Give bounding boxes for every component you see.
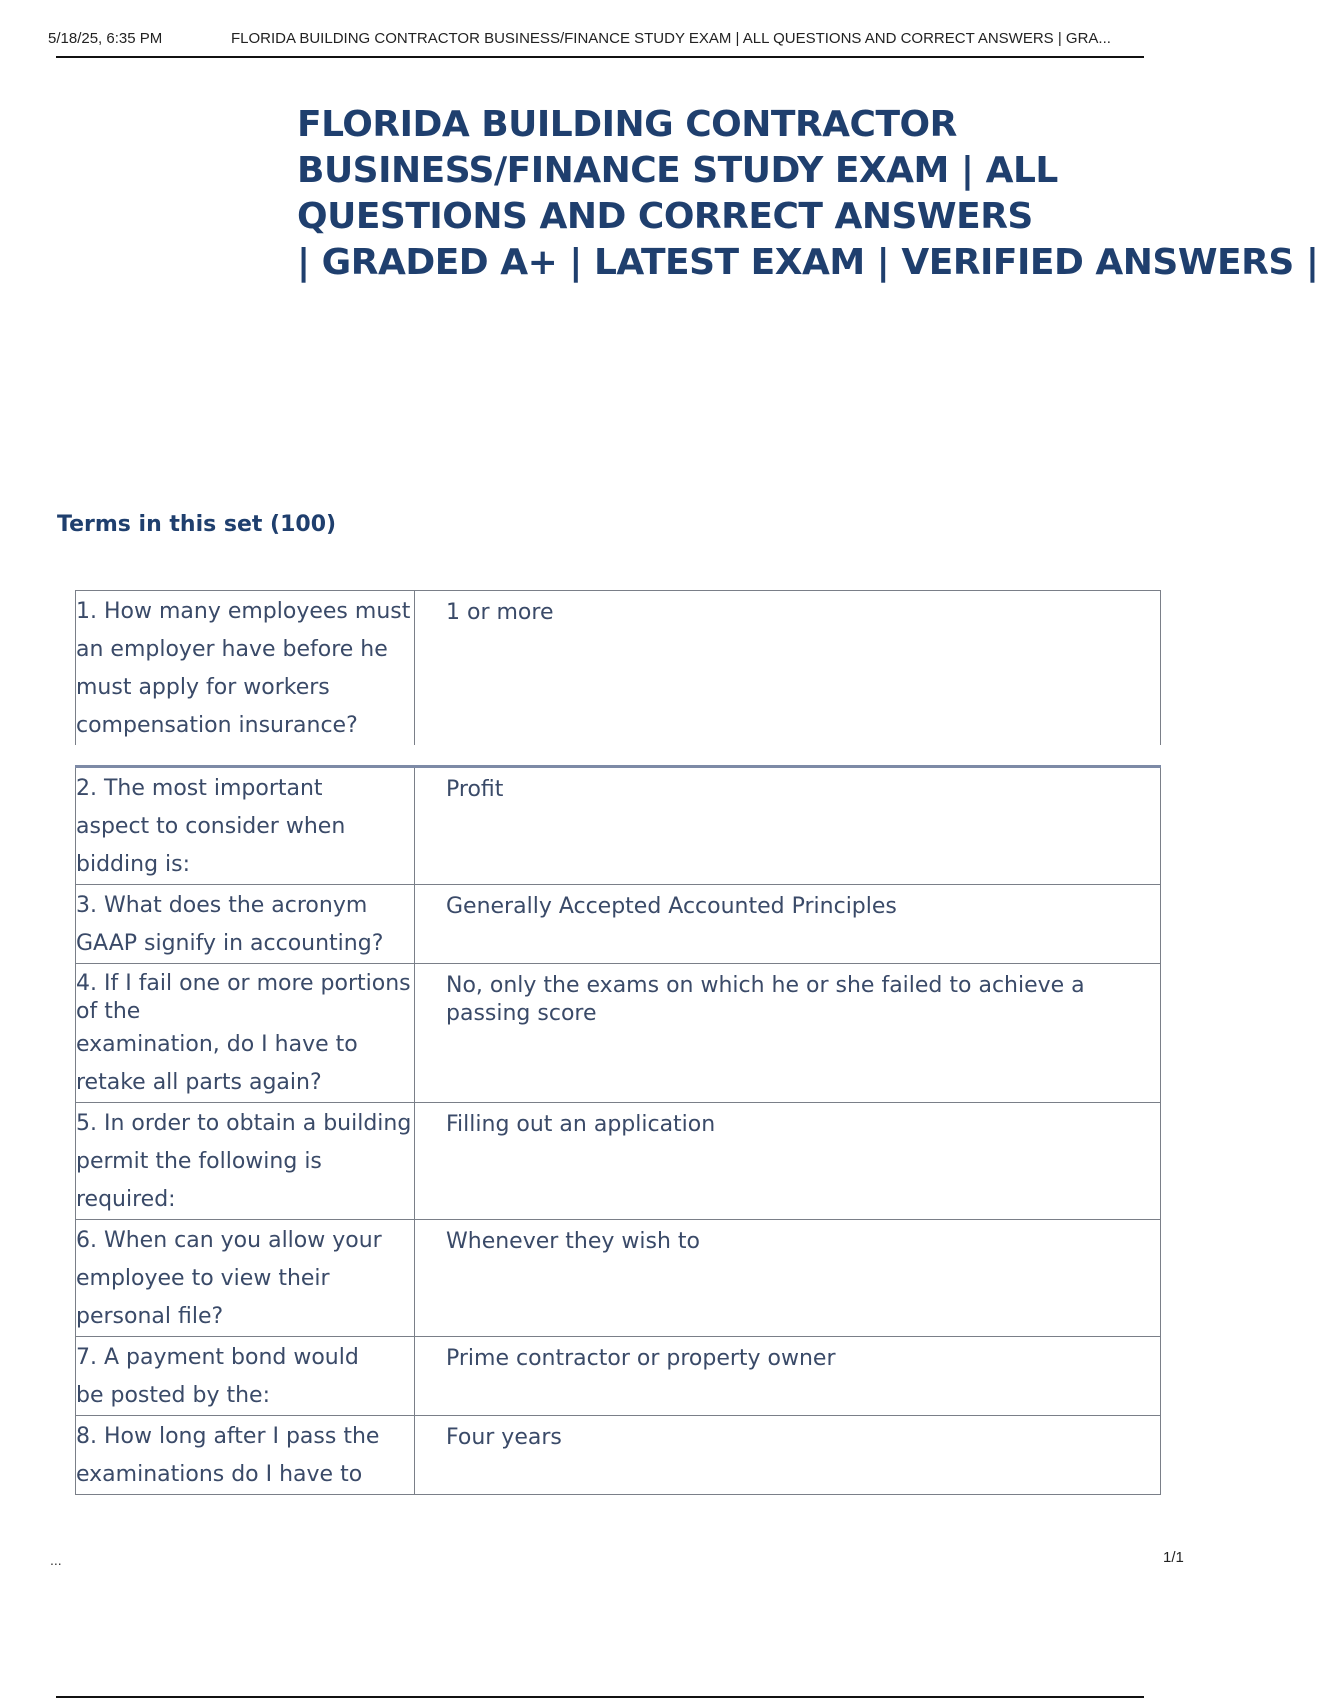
question-line: be posted by the: — [76, 1383, 270, 1408]
question-cell — [76, 964, 415, 1103]
question-cell — [76, 885, 415, 964]
question-cell — [76, 1337, 415, 1416]
footer-rule — [56, 1696, 1144, 1698]
question-line: 3. What does the acronym — [76, 893, 368, 918]
question-line: 6. When can you allow your — [76, 1228, 382, 1253]
title-line: FLORIDA BUILDING CONTRACTOR — [297, 104, 957, 145]
question-cell — [76, 1103, 415, 1220]
answer-cell: Generally Accepted Accounted Principles — [415, 885, 1161, 964]
answer-cell: Prime contractor or property owner — [415, 1337, 1161, 1416]
flashcard-row — [76, 1103, 1161, 1220]
question-line: examination, do I have to — [76, 1032, 358, 1057]
answer-cell: Four years — [415, 1416, 1161, 1495]
question-line: employee to view their — [76, 1266, 330, 1291]
flashcard-row — [76, 767, 1161, 885]
question-line: 1. How many employees must — [76, 599, 411, 624]
question-line: 2. The most important — [76, 776, 323, 801]
question-line: required: — [76, 1187, 176, 1212]
question-line: examinations do I have to — [76, 1462, 363, 1487]
answer-cell: No, only the exams on which he or she failed to achieve a passing score — [415, 964, 1161, 1103]
question-line: 5. In order to obtain a building — [76, 1111, 412, 1136]
flashcard-table — [75, 590, 1161, 745]
flashcard-row — [76, 964, 1161, 1103]
flashcard-row — [76, 1337, 1161, 1416]
header-rule — [56, 56, 1144, 58]
print-header — [48, 30, 1178, 58]
question-cell — [76, 1220, 415, 1337]
flashcard-row — [76, 1220, 1161, 1337]
terms-count-heading: Terms in this set (100) — [57, 512, 337, 537]
page-number: 1/1 — [1163, 1549, 1184, 1566]
question-line: 8. How long after I pass the — [76, 1424, 380, 1449]
footer-ellipsis: ... — [50, 1552, 62, 1568]
question-line: GAAP signify in accounting? — [76, 931, 384, 956]
page-title — [297, 102, 1318, 286]
title-line: | GRADED A+ | LATEST EXAM | VERIFIED ANSWERS | — [297, 242, 1318, 283]
flashcard-table — [75, 765, 1161, 1495]
question-line: permit the following is — [76, 1149, 322, 1174]
answer-cell: Filling out an application — [415, 1103, 1161, 1220]
question-cell — [76, 1416, 415, 1495]
question-line: aspect to consider when — [76, 814, 346, 839]
flashcard-row — [76, 885, 1161, 964]
title-line: BUSINESS/FINANCE STUDY EXAM | ALL — [297, 150, 1058, 191]
question-cell — [76, 767, 415, 885]
answer-cell: 1 or more — [415, 591, 1161, 746]
question-line: 7. A payment bond would — [76, 1345, 359, 1370]
question-line: personal file? — [76, 1304, 224, 1329]
title-line: QUESTIONS AND CORRECT ANSWERS — [297, 196, 1033, 237]
answer-cell: Whenever they wish to — [415, 1220, 1161, 1337]
question-line: bidding is: — [76, 852, 191, 877]
question-line: 4. If I fail one or more portions of the — [76, 971, 411, 1024]
flashcard-row — [76, 591, 1161, 746]
question-line: an employer have before he — [76, 637, 388, 662]
answer-cell: Profit — [415, 767, 1161, 885]
question-line: compensation insurance? — [76, 713, 358, 738]
question-line: must apply for workers — [76, 675, 330, 700]
flashcard-row — [76, 1416, 1161, 1495]
print-document-title: FLORIDA BUILDING CONTRACTOR BUSINESS/FINANCE STUDY EXAM | ALL QUESTIONS AND CORRECT ANSWERS | GRA... — [231, 30, 1111, 47]
question-cell — [76, 591, 415, 746]
print-datetime: 5/18/25, 6:35 PM — [48, 30, 163, 47]
question-line: retake all parts again? — [76, 1070, 322, 1095]
